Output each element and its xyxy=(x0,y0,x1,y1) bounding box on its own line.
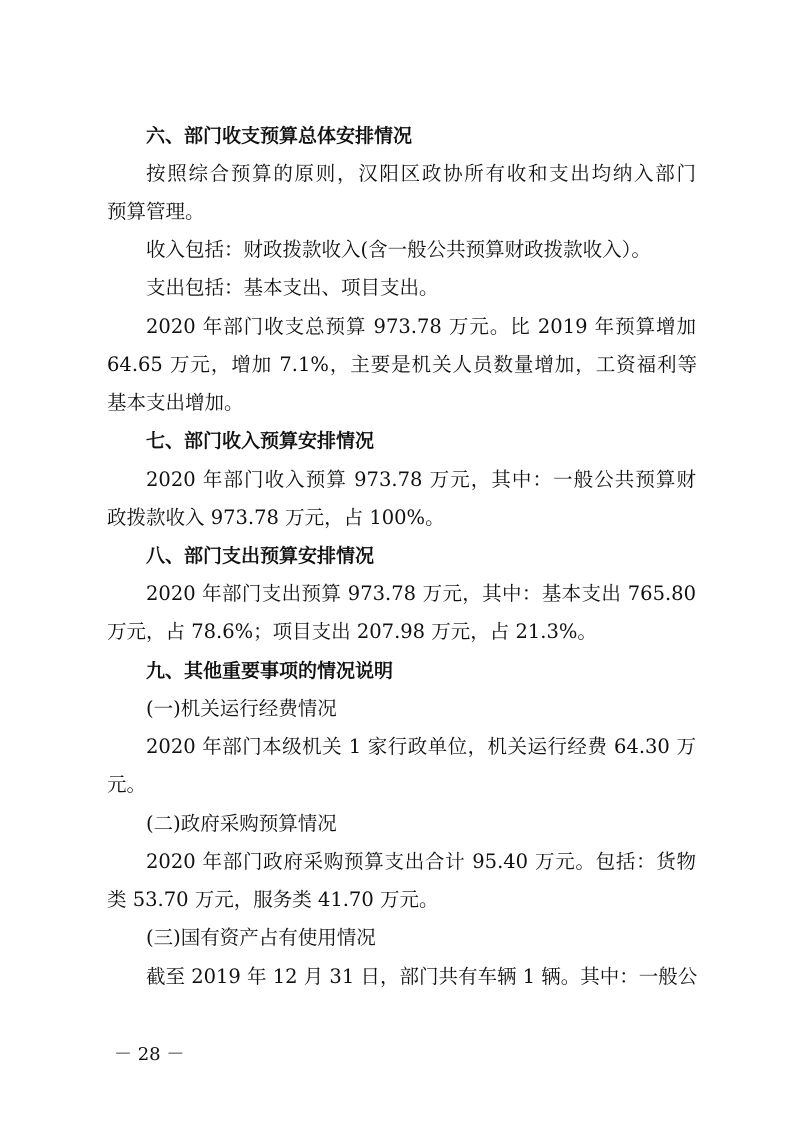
section-8-paragraph-line-1: 2020 年部门支出预算 973.78 万元，其中：基本支出 765.80 xyxy=(146,582,696,605)
subsection-1-line-2: 元。 xyxy=(107,773,147,796)
section-6-paragraph-1-line-2: 预算管理。 xyxy=(107,200,205,223)
section-6-paragraph-4-line-2: 64.65 万元，增加 7.1%，主要是机关人员数量增加，工资福利等 xyxy=(107,353,697,376)
section-7-heading: 七、部门收入预算安排情况 xyxy=(146,430,375,452)
section-8-paragraph-line-2: 万元，占 78.6%；项目支出 207.98 万元，占 21.3%。 xyxy=(107,620,597,643)
subsection-2-heading: (二)政府采购预算情况 xyxy=(146,812,337,835)
subsection-3-line-1: 截至 2019 年 12 月 31 日，部门共有车辆 1 辆。其中：一般公 xyxy=(146,965,698,988)
section-8-heading: 八、部门支出预算安排情况 xyxy=(146,545,375,567)
section-6-heading: 六、部门收支预算总体安排情况 xyxy=(146,125,413,147)
section-7-paragraph-line-2: 政拨款收入 973.78 万元，占 100%。 xyxy=(107,506,445,529)
section-6-paragraph-4-line-1: 2020 年部门收支总预算 973.78 万元。比 2019 年预算增加 xyxy=(146,315,696,338)
section-9-heading: 九、其他重要事项的情况说明 xyxy=(146,660,394,682)
subsection-1-line-1: 2020 年部门本级机关 1 家行政单位，机关运行经费 64.30 万 xyxy=(146,735,696,758)
subsection-1-heading: (一)机关运行经费情况 xyxy=(146,697,337,720)
section-6-paragraph-1-line-1: 按照综合预算的原则，汉阳区政协所有收和支出均纳入部门 xyxy=(146,162,696,185)
section-6-paragraph-4-line-3: 基本支出增加。 xyxy=(107,391,244,414)
page-number: － 28 － xyxy=(114,1044,185,1065)
section-6-paragraph-3: 支出包括：基本支出、项目支出。 xyxy=(146,276,439,299)
section-7-paragraph-line-1: 2020 年部门收入预算 973.78 万元，其中：一般公共预算财 xyxy=(146,468,696,491)
subsection-3-heading: (三)国有资产占有使用情况 xyxy=(146,926,376,949)
subsection-2-line-2: 类 53.70 万元，服务类 41.70 万元。 xyxy=(107,888,439,911)
section-6-paragraph-2: 收入包括：财政拨款收入(含一般公共预算财政拨款收入）。 xyxy=(146,238,651,261)
subsection-2-line-1: 2020 年部门政府采购预算支出合计 95.40 万元。包括：货物 xyxy=(146,850,696,873)
